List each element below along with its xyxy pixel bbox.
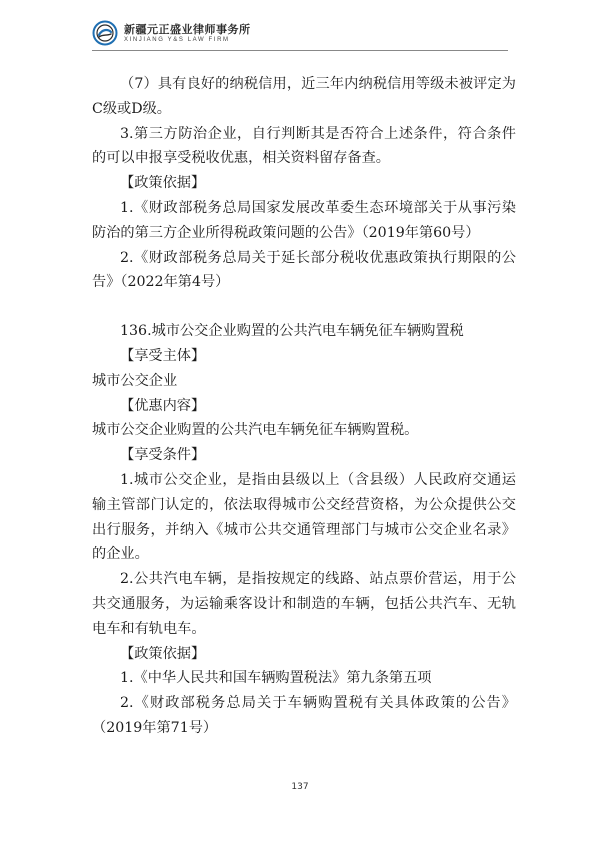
heading-beneficiary: 【享受主体】 xyxy=(120,347,206,364)
paragraph: 1.《中华人民共和国车辆购置税法》第九条第五项 xyxy=(120,670,432,687)
heading-policy-basis: 【政策依据】 xyxy=(120,645,206,662)
firm-name-en: XINJIANG Y&S LAW FIRM xyxy=(124,36,230,43)
paragraph: 城市公交企业 xyxy=(92,372,178,389)
paragraph: 2.《财政部税务总局关于延长部分税收优惠政策执行期限的公告》（2022年第4号） xyxy=(92,249,516,291)
section-title: 136.城市公交企业购置的公共汽电车辆免征车辆购置税 xyxy=(120,323,464,340)
heading-preferential-content: 【优惠内容】 xyxy=(120,397,206,414)
paragraph: 2.公共汽电车辆，是指按规定的线路、站点票价营运，用于公共交通服务，为运输乘客设计和制造的车辆，包括公共汽车、无轨电车和有轨电车。 xyxy=(92,571,516,637)
paragraph: 1.城市公交企业，是指由县级以上（含县级）人民政府交通运输主管部门认定的，依法取得城市公交经营资格，为公众提供公交出行服务，并纳入《城市公共交通管理部门与城市公交企业名录》的企业。 xyxy=(92,471,516,563)
firm-logo-icon xyxy=(92,20,118,46)
paragraph: （7）具有良好的纳税信用，近三年内纳税信用等级未被评定为C级或D级。 xyxy=(92,76,516,117)
header-divider xyxy=(92,50,508,51)
document-body xyxy=(92,72,516,741)
heading-conditions: 【享受条件】 xyxy=(120,447,206,464)
firm-name-cn: 新疆元正盛业律师事务所 xyxy=(124,22,251,36)
heading-policy-basis: 【政策依据】 xyxy=(120,175,206,192)
paragraph: 1.《财政部税务总局国家发展改革委生态环境部关于从事污染防治的第三方企业所得税政策问题的公告》（2019年第60号） xyxy=(92,199,516,241)
letterhead xyxy=(92,18,251,48)
paragraph: 3.第三方防治企业，自行判断其是否符合上述条件，符合条件的可以申报享受税收优惠，相关资料留存备查。 xyxy=(92,125,516,167)
page-number: 137 xyxy=(291,782,309,792)
paragraph: 2.《财政部税务总局关于车辆购置税有关具体政策的公告》（2019年第71号） xyxy=(92,695,516,736)
paragraph: 城市公交企业购置的公共汽电车辆免征车辆购置税。 xyxy=(92,422,419,439)
